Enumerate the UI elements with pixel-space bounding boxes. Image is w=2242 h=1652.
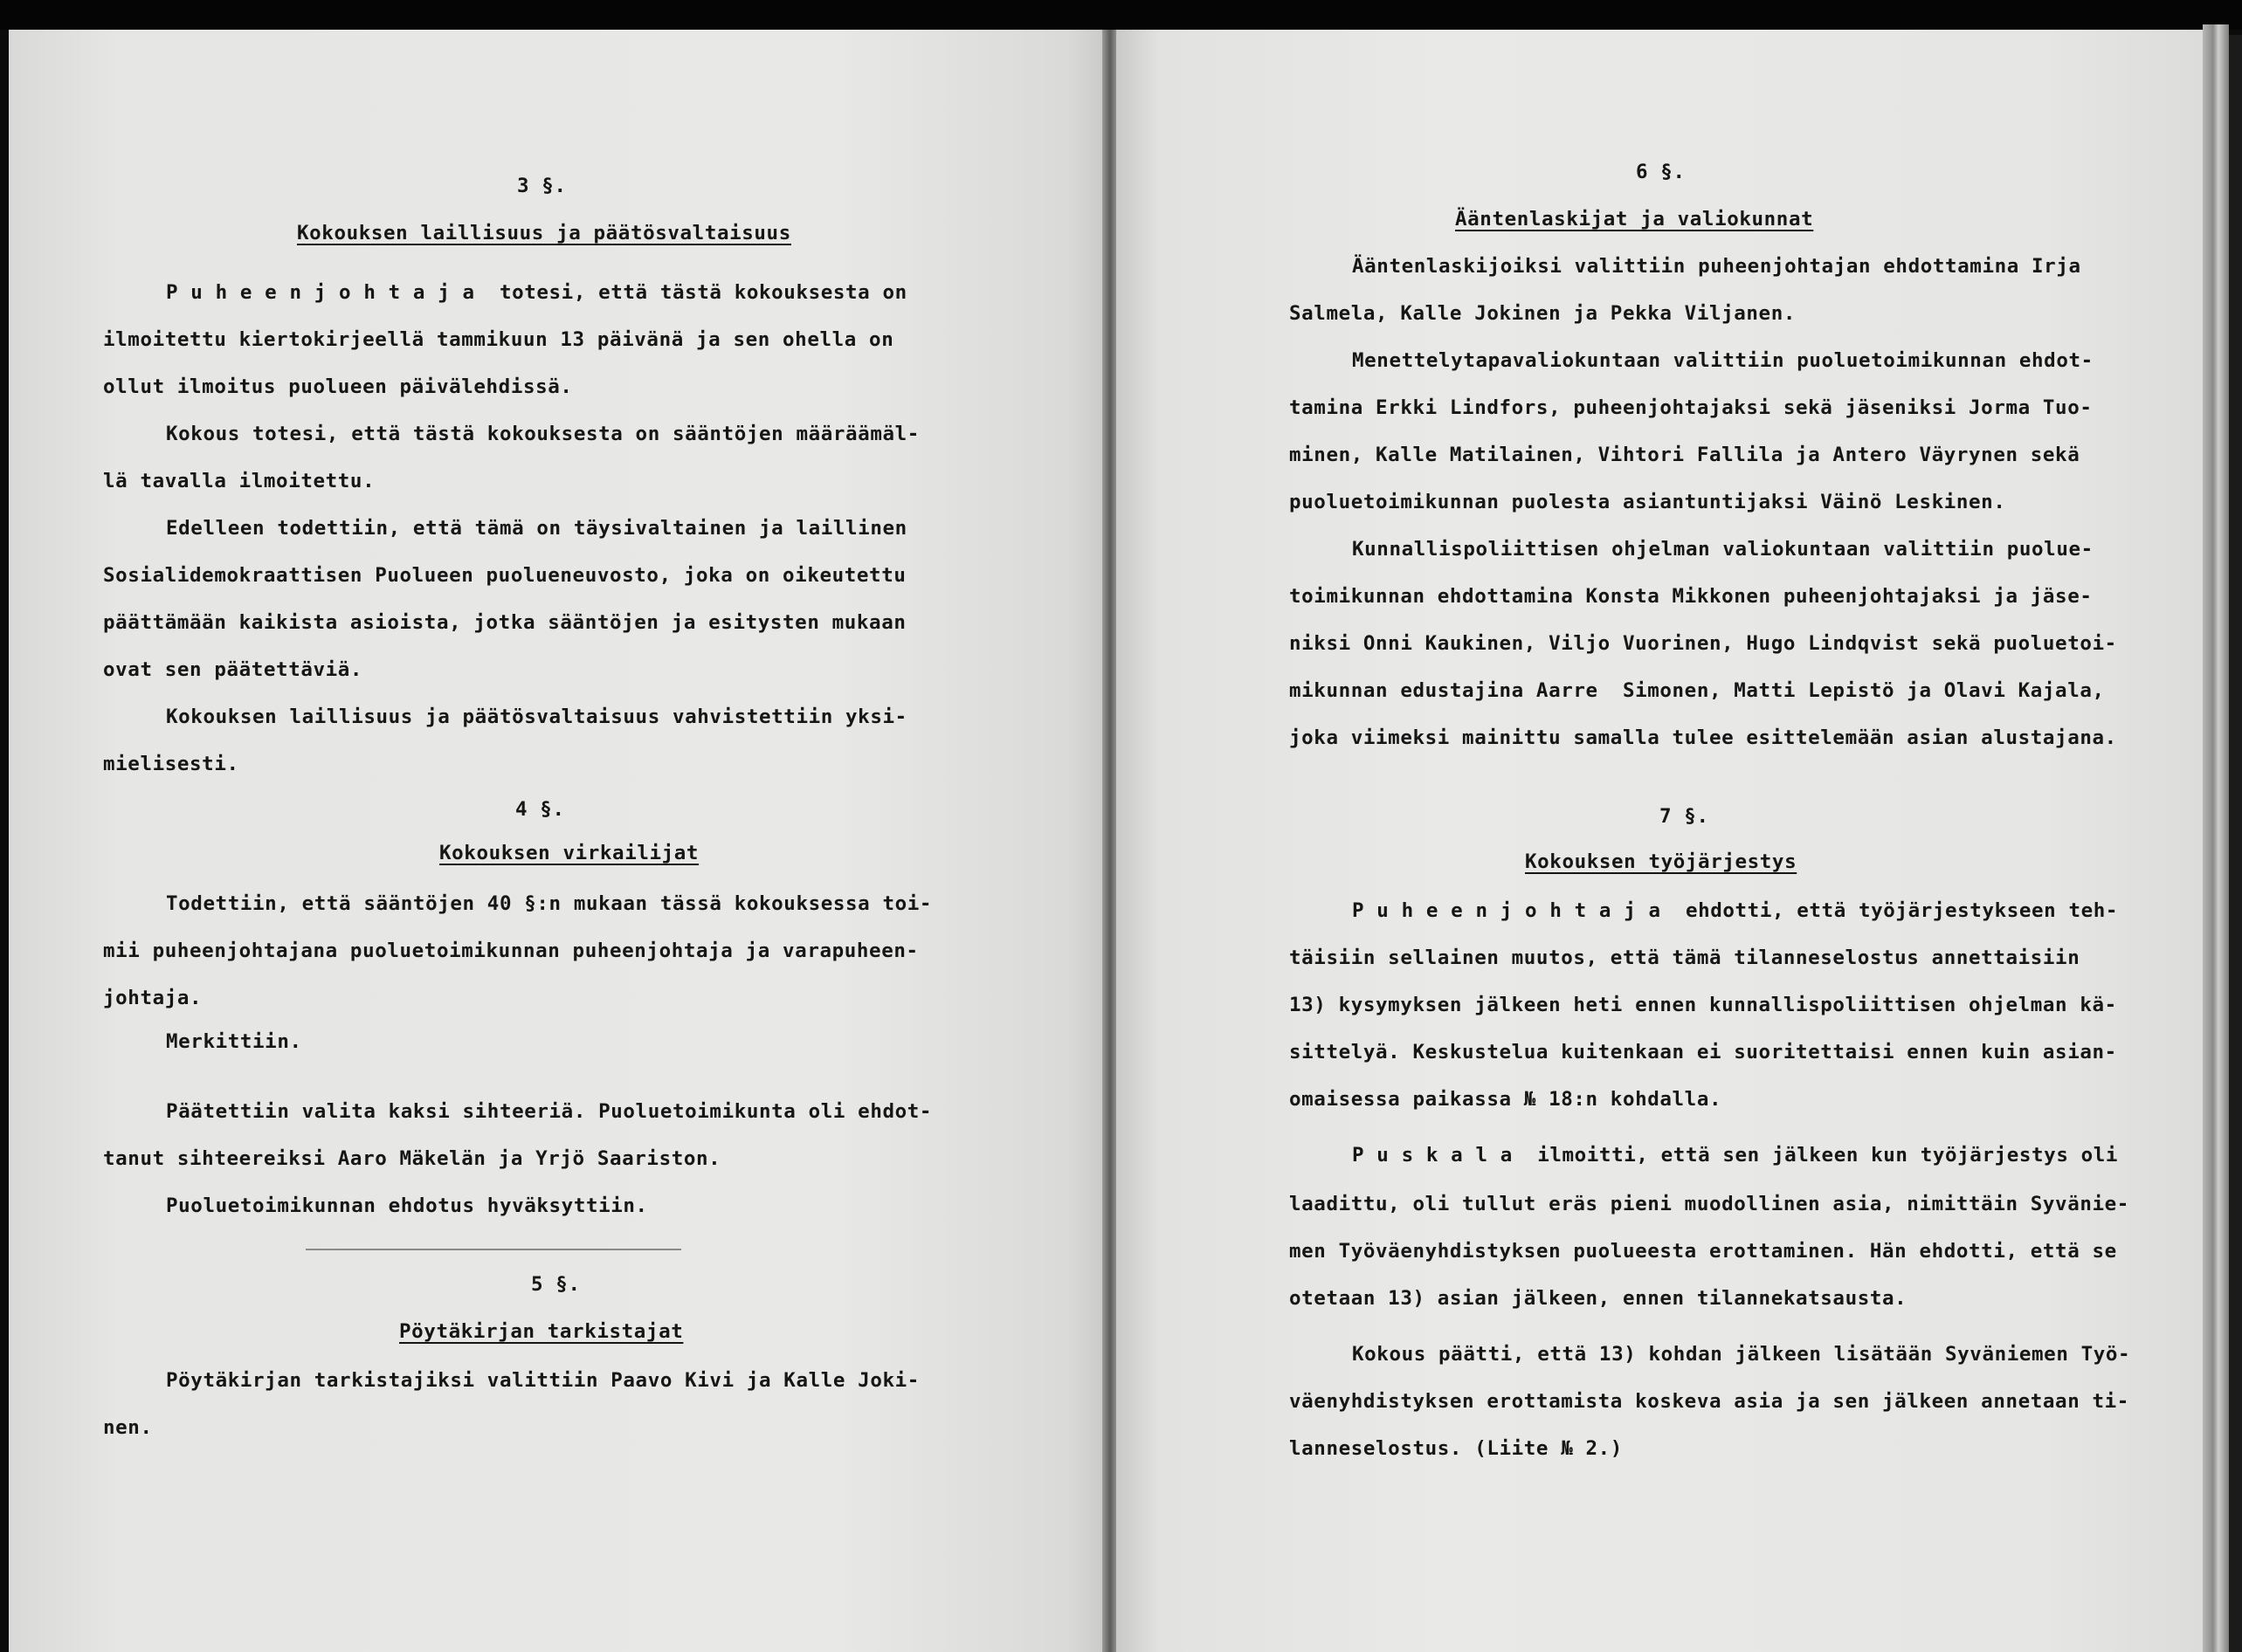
s3-line-1: P u h e e n j o h t a j a totesi, että tästä kokouksesta on xyxy=(166,281,907,304)
s7-line-12: lanneselostus. (Liite № 2.) xyxy=(1289,1437,1623,1460)
s6-line-9: niksi Onni Kaukinen, Viljo Vuorinen, Hugo Lindqvist sekä puoluetoi- xyxy=(1289,632,2117,655)
s7-line-8: men Työväenyhdistyksen puolueesta erottaminen. Hän ehdotti, että se xyxy=(1289,1240,2117,1263)
s5-line-2: nen. xyxy=(103,1416,153,1439)
section-3-heading: Kokouksen laillisuus ja päätösvaltaisuus xyxy=(297,222,791,244)
s3-line-5: lä tavalla ilmoitettu. xyxy=(103,470,376,492)
section-7-number: 7 §. xyxy=(1659,805,1709,828)
s7-line-9: otetaan 13) asian jälkeen, ennen tilannekatsausta. xyxy=(1289,1287,1907,1310)
s7-line-4: sittelyä. Keskustelua kuitenkaan ei suoritettaisi ennen kuin asian- xyxy=(1289,1041,2117,1063)
s4-line-2: mii puheenjohtajana puoluetoimikunnan puheenjohtaja ja varapuheen- xyxy=(103,940,919,962)
s3-line-9: ovat sen päätettäviä. xyxy=(103,658,363,681)
s3-line-11: mielisesti. xyxy=(103,753,239,775)
s7-line-11: väenyhdistyksen erottamista koskeva asia ja sen jälkeen annetaan ti- xyxy=(1289,1390,2129,1413)
section-7-heading: Kokouksen työjärjestys xyxy=(1525,850,1797,873)
s5-line-1: Pöytäkirjan tarkistajiksi valittiin Paavo Kivi ja Kalle Joki- xyxy=(166,1369,920,1392)
s4-line-5: Päätettiin valita kaksi sihteeriä. Puoluetoimikunta oli ehdot- xyxy=(166,1100,933,1123)
s7-line-10: Kokous päätti, että 13) kohdan jälkeen lisätään Syväniemen Työ- xyxy=(1352,1343,2131,1366)
s6-line-10: mikunnan edustajina Aarre Simonen, Matti Lepistö ja Olavi Kajala, xyxy=(1289,679,2105,702)
section-3-number: 3 §. xyxy=(517,175,567,197)
s6-line-4: tamina Erkki Lindfors, puheenjohtajaksi sekä jäseniksi Jorma Tuo- xyxy=(1289,396,2093,419)
s3-line-10: Kokouksen laillisuus ja päätösvaltaisuus vahvistettiin yksi- xyxy=(166,706,907,728)
s4-line-3: johtaja. xyxy=(103,987,203,1009)
s7-line-6: P u s k a l a ilmoitti, että sen jälkeen kun työjärjestys oli xyxy=(1352,1144,2119,1167)
section-5-number: 5 §. xyxy=(531,1273,581,1296)
s3-line-8: päättämään kaikista asioista, jotka sääntöjen ja esitysten mukaan xyxy=(103,611,907,634)
s3-line-4: Kokous totesi, että tästä kokouksesta on sääntöjen määräämäl- xyxy=(166,423,920,445)
section-5-heading: Pöytäkirjan tarkistajat xyxy=(399,1320,684,1343)
s6-line-6: puoluetoimikunnan puolesta asiantuntijaksi Väinö Leskinen. xyxy=(1289,491,2006,513)
s7-line-5: omaisessa paikassa № 18:n kohdalla. xyxy=(1289,1088,1722,1111)
s4-line-4: Merkittiin. xyxy=(166,1030,302,1053)
page-stack-edge xyxy=(2203,24,2229,1652)
s3-line-3: ollut ilmoitus puolueen päivälehdissä. xyxy=(103,375,573,398)
section-4-heading: Kokouksen virkailijat xyxy=(439,842,700,864)
s4-line-6: tanut sihteereiksi Aaro Mäkelän ja Yrjö Saariston. xyxy=(103,1147,721,1170)
s6-line-8: toimikunnan ehdottamina Konsta Mikkonen puheenjohtajaksi ja jäse- xyxy=(1289,585,2093,608)
s6-line-3: Menettelytapavaliokuntaan valittiin puoluetoimikunnan ehdot- xyxy=(1352,349,2094,372)
scanner-right-border xyxy=(2229,35,2242,1652)
s7-line-3: 13) kysymyksen jälkeen heti ennen kunnallispoliittisen ohjelman kä- xyxy=(1289,994,2117,1016)
section-6-number: 6 §. xyxy=(1636,161,1686,183)
s4-line-1: Todettiin, että sääntöjen 40 §:n mukaan tässä kokouksessa toi- xyxy=(166,892,933,915)
s7-line-2: täisiin sellainen muutos, että tämä tilanneselostus annettaisiin xyxy=(1289,946,2080,969)
s7-line-7: laadittu, oli tullut eräs pieni muodollinen asia, nimittäin Syvänie- xyxy=(1289,1193,2129,1215)
s3-line-7: Sosialidemokraattisen Puolueen puolueneuvosto, joka on oikeutettu xyxy=(103,564,907,587)
s3-line-6: Edelleen todettiin, että tämä on täysivaltainen ja laillinen xyxy=(166,517,907,540)
s6-line-1: Ääntenlaskijoiksi valittiin puheenjohtajan ehdottamina Irja xyxy=(1352,255,2081,278)
s6-line-11: joka viimeksi mainittu samalla tulee esittelemään asian alustajana. xyxy=(1289,726,2117,749)
s6-line-2: Salmela, Kalle Jokinen ja Pekka Viljanen. xyxy=(1289,302,1796,325)
s7-line-1: P u h e e n j o h t a j a ehdotti, että työjärjestykseen teh- xyxy=(1352,899,2119,922)
section-6-heading: Ääntenlaskijat ja valiokunnat xyxy=(1455,208,1814,231)
s6-line-5: minen, Kalle Matilainen, Vihtori Fallila ja Antero Väyrynen sekä xyxy=(1289,444,2080,466)
s6-line-7: Kunnallispoliittisen ohjelman valiokuntaan valittiin puolue- xyxy=(1352,538,2094,561)
s3-line-2: ilmoitettu kiertokirjeellä tammikuun 13 päivänä ja sen ohella on xyxy=(103,328,894,351)
section-4-number: 4 §. xyxy=(515,798,565,821)
s4-line-7: Puoluetoimikunnan ehdotus hyväksyttiin. xyxy=(166,1194,648,1217)
section-divider xyxy=(306,1249,681,1250)
scanner-top-border xyxy=(0,0,2242,30)
